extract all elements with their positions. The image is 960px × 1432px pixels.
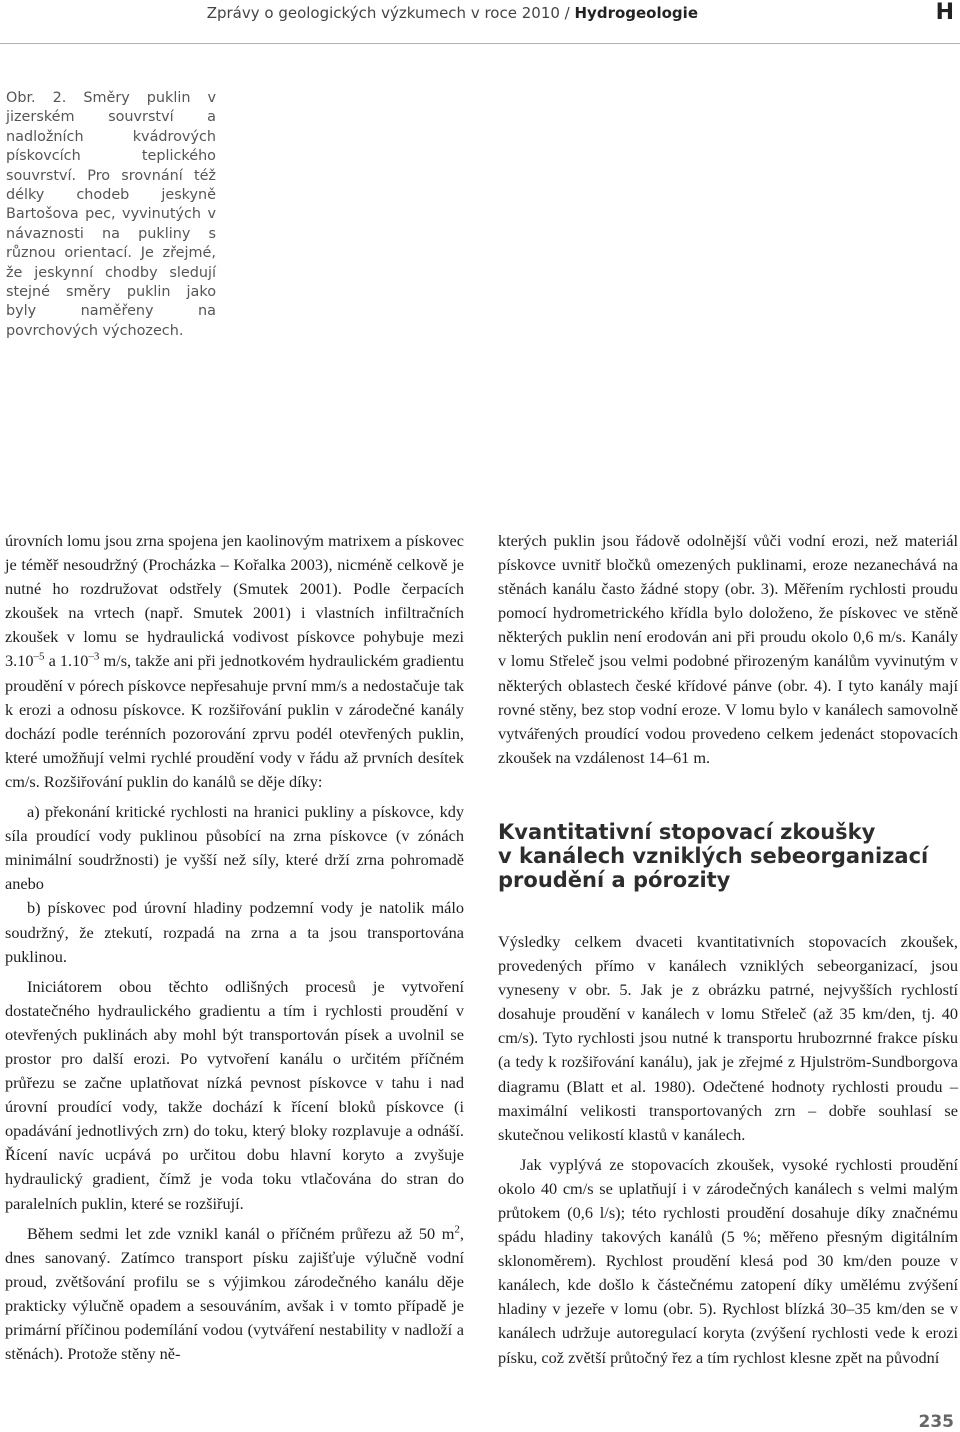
header-rule bbox=[0, 43, 960, 44]
paragraph: Během sedmi let zde vznikl kanál o příčném průřezu až 50 $m^2$, dnes sanovaný. Zatímco transport písku zajišťuje výlučně vodní proud, zvětšování profilu se s výjimkou zárodečného kanálu děje prakticky výlučně opadem a sesouváním, avšak i v tomto případě je primární příčinou podemílání vodou (vytváření nestability v nadloží a stěnách). Protože stěny ně- bbox=[5, 1223, 464, 1364]
section-letter: H bbox=[935, 0, 954, 25]
page-header bbox=[0, 0, 960, 36]
paragraph: Jak vyplývá ze stopovacích zkoušek, vysoké rychlosti proudění okolo 40 cm/s se uplatňují i v zárodečných kanálech s velmi malým průtokem (0,6 l/s); této rychlosti proudění dosahuje díky značnému spádu hladiny takových kanálů (5 %; měřeno přesným digitálním sklonoměrem). Rychlost proudění klesá pod 30 km/den pouze v kanálech, kde došlo k částečnému zatopení díky umělému zvýšení hladiny v jezeře v lomu (obr. 5). Rychlost blízká 30–35 km/den se v kanálech udržuje autoregulací koryta (zvýšení rychlosti vede k erozi písku, což zvětší průtočný řez a tím rychlost klesne zpět na původní bbox=[498, 1154, 958, 1367]
figure-caption: Obr. 2. Směry puklin v jizerském souvrství a nadložních kvádrových pískovcích teplického souvrství. Pro srovnání též délky chodeb jeskyně Bartošova pec, vyvinutých v návaznosti na pukliny s různou orientací. Je zřejmé, že jeskynní chodby sledují stejné směry puklin jako byly naměřeny na povrchových výchozech. bbox=[6, 90, 216, 339]
section-heading: Kvantitativní stopovací zkoušky v kanálech vzniklých sebeorganizací proudění a pórozity bbox=[498, 819, 929, 892]
paragraph: kterých puklin jsou řádově odolnější vůči vodní erozi, než materiál pískovce uvnitř bločků omezených puklinami, eroze nezanechává na stěnách kanálu často žádné stopy (obr. 3). Měřením rychlosti proudu pomocí hydrometrického křídla bylo doloženo, že pískovec ve stěně některých puklin není erodován ani při proudu okolo 0,6 m/s. Kanály v lomu Střeleč jsou velmi podobné přirozeným kanálům vyvinutým v některých oblastech české křídové pánve (obr. 4). I tyto kanály mají rovné stěny, bez stop vodní eroze. V lomu bylo v kanálech samovolně vytvářených proudící vodou provedeno celkem jedenáct stopovacích zkoušek na vzdálenost 14–61 m. bbox=[498, 531, 958, 767]
figure-area bbox=[240, 60, 952, 500]
list-item: a) překonání kritické rychlosti na hranici pukliny a pískovce, kdy síla proudící vody puklinou působící na zrna pískovce (v zónách minimální soudržnosti) je vyšší než síly, které drží zrna pohromadě anebo bbox=[5, 802, 464, 894]
list-item: b) pískovec pod úrovní hladiny podzemní vody je natolik málo soudržný, že ztekutí, rozpadá na zrna a ta jsou transportována puklinou. bbox=[5, 898, 464, 966]
paragraph: úrovních lomu jsou zrna spojena jen kaolinovým matrixem a pískovec je téměř nesoudržný (Procházka – Kořalka 2003), nicméně celkově je nutné ho rozdružovat odstřely (Smutek 2001). Podle čerpacích zkoušek na vrtech (např. Smutek 2001) i vlastních infiltračních zkoušek v lomu se hydraulická vodivost pískovce pohybuje mezi $3.10^{-5}$ a $1.10^{-3}$ m/s, takže ani při jednotkovém hydraulickém gradientu proudění v pórech pískovce nepřesahuje první mm/s a nedostačuje tak k erozi a odnosu pískovce. K rozšiřování puklin v zárodečné kanály dochází podle terénních pozorování zprvu podél otevřených puklin, které umožňují velmi rychlé proudění vody v řádu až prvních desítek cm/s. Rozšiřování puklin do kanálů se děje díky: bbox=[5, 531, 465, 791]
journal-title: Zprávy o geologických výzkumech v roce 2010 / bbox=[206, 4, 575, 22]
right-column bbox=[498, 529, 958, 1376]
paragraph: Výsledky celkem dvaceti kvantitativních stopovacích zkoušek, provedených přímo v kanálech vzniklých sebeorganizací, jsou vyneseny v obr. 5. Jak je z obrázku patrné, nejvyšších rychlostí dosahuje proudění v kanálech v lomu Střeleč (až 35 km/den, tj. 40 cm/s). Tyto rychlosti jsou nutné k transportu hrubozrnné frakce písku (a tedy k rozšiřování kanálu), jak je zřejmé z Hjulström-Sundborgova diagramu (Blatt et al. 1980). Odečtené hodnoty rychlosti proudu – maximální velikosti transportovaných zrn – dobře souhlasí se skutečnou velikostí klastů v kanálech. bbox=[498, 931, 958, 1144]
page-number: 235 bbox=[918, 1412, 954, 1432]
running-head bbox=[207, 4, 698, 22]
paragraph: Iniciátorem obou těchto odlišných procesů je vytvoření dostatečného hydraulického gradientu a tím i rychlosti proudění v otevřených puklinách aby mohl být transportován písek a uvolnil se prostor pro další erozi. Po vytvoření kanálu o určitém příčném průřezu se začne uplatňovat nízká pevnost pískovce v tahu i nad úrovní proudící vody, takže dochází k řícení bloků pískovce (i opadávání jednotlivých zrn) do toku, který bloky rozplavuje a odnáší. Řícení navíc ucpává po určitou dobu hlavní koryto a zvyšuje hydraulický gradient, čímž je voda toku vtlačována do stran do paralelních puklin, které se rozšiřují. bbox=[5, 976, 464, 1213]
left-column bbox=[5, 529, 464, 1372]
section-name: Hydrogeologie bbox=[574, 4, 698, 22]
